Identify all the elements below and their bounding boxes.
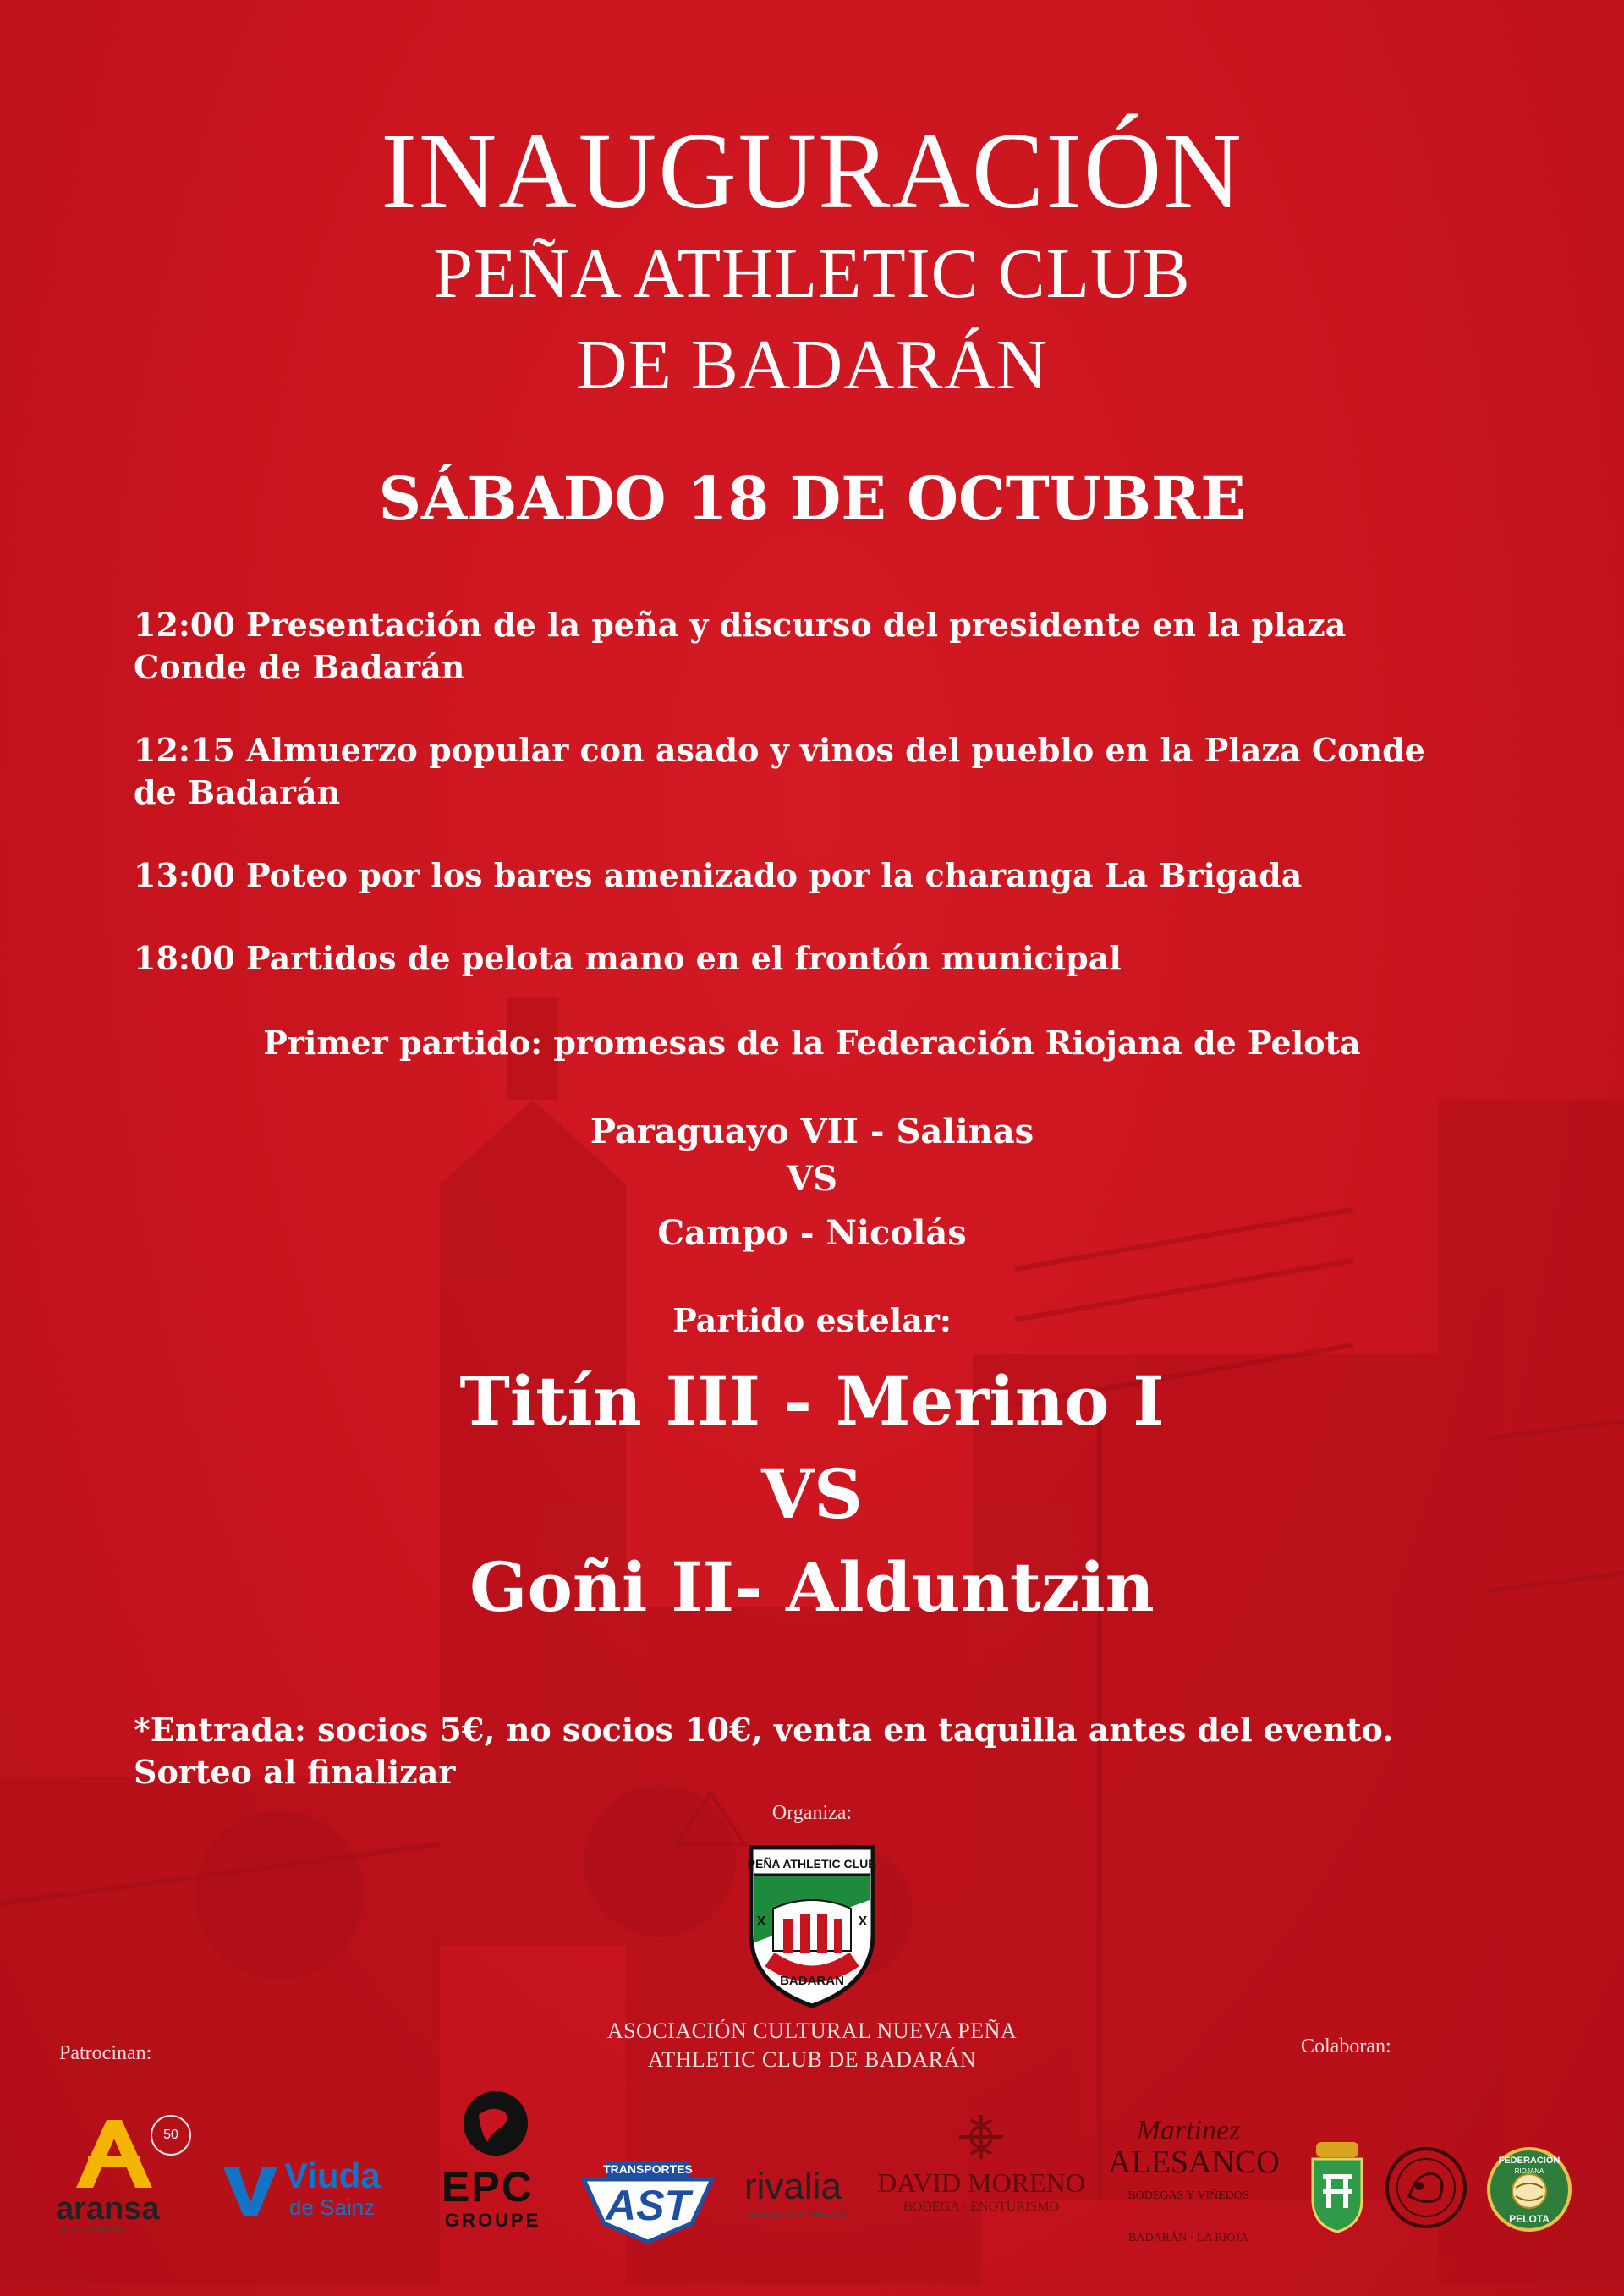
sponsor-logo-rivalia [744,2166,854,2225]
sponsor-logo-martinez-alesanco [1108,2115,1280,2259]
first-match-team1: Paraguayo VII - Salinas [590,1112,1034,1151]
first-match-heading: Primer partido: promesas de la Federación Riojana de Pelota [263,1024,1361,1062]
title-location: DE BADARÁN [575,326,1049,404]
star-match-heading: Partido estelar: [672,1301,952,1339]
collaborator-federacion-riojana-pelota [1485,2145,1573,2233]
badge-bottom-text: BADARAN [780,1974,844,1988]
sponsors-label: Patrocinan: [59,2042,152,2064]
ast-top-text: TRANSPORTES [603,2162,693,2176]
sponsor-logo-transportes-ast [580,2159,716,2244]
schedule-text: 18:00 Partidos de pelota mano en el frontón municipal [134,939,1122,977]
event-date: SÁBADO 18 DE OCTUBRE [378,464,1246,534]
sponsor-logo-viuda-de-sainz [222,2156,408,2223]
collaborator-badajoz-coat-of-arms-icon [1308,2140,1367,2233]
alesanco-sub: BODEGAS Y VIÑEDOS [1127,2189,1249,2202]
rivalia-sub: BODEGAS Y VIÑEDOS [749,2210,848,2220]
badge-x-right: X [858,1914,868,1929]
schedule-text: 13:00 Poteo por los bares amenizado por la charanga La Brigada [134,856,1303,894]
aransa-name: aransa [56,2191,160,2227]
aransa-mark-icon [68,2115,161,2191]
schedule-text: 12:15 Almuerzo popular con asado y vinos del pueblo en la Plaza Conde [134,731,1425,769]
collaborator-local-society-emblem-icon [1384,2145,1468,2230]
star-match-team2: Goñi II- Alduntzin [469,1547,1155,1627]
schedule-item-1200 [134,604,1346,689]
title-club-name: PEÑA ATHLETIC CLUB [433,234,1191,313]
aransa-anniversary-badge: 50 [151,2115,191,2156]
schedule-item-1215 [134,729,1425,814]
collaborators-label: Colaboran: [1301,2035,1391,2057]
star-match-team1: Titín III - Merino I [459,1361,1165,1441]
alesanco-place: BADARÁN · LA RIOJA [1128,2232,1248,2244]
badge-top-text: PEÑA ATHLETIC CLUB [747,1857,877,1870]
david-moreno-sub: BODEGA · ENOTURISMO [903,2200,1059,2214]
schedule-text: de Badarán [134,773,341,811]
alesanco-name: ALESANCO [1108,2145,1280,2180]
federacion-mid-text: RIOJANA [1514,2167,1544,2175]
badge-x-left: X [756,1914,766,1929]
david-moreno-cross-icon [956,2112,1007,2162]
viuda-line2: de Sainz [289,2194,376,2220]
club-badge-logo [744,1841,880,2010]
epc-line1: EPC [442,2163,534,2211]
viuda-line1: Viuda [284,2156,381,2195]
title-inauguracion: INAUGURACIÓN [381,111,1243,231]
viuda-mark-icon [222,2161,281,2220]
schedule-text: 12:00 Presentación de la peña y discurso del presidente en la plaza [134,606,1347,644]
association-name-line2: ATHLETIC CLUB DE BADARÁN [647,2047,977,2072]
entry-price-text: *Entrada: socios 5€, no socios 10€, venta en taquilla antes del evento. [134,1711,1394,1749]
schedule-item-1800 [134,937,1122,980]
epc-globe-icon [462,2090,529,2157]
organizer-label: Organiza: [771,1802,853,1824]
federacion-bottom-text: PELOTA [1509,2213,1550,2225]
epc-line2: GROUPE [445,2210,541,2231]
aransa-tag: GRUPO EMPRESARIAL [59,2227,125,2233]
sponsor-logo-aransa [51,2115,195,2233]
entry-info [134,1709,1393,1793]
ast-name: AST [606,2182,690,2229]
association-name-line1: ASOCIACIÓN CULTURAL NUEVA PEÑA [606,2019,1018,2043]
sponsor-logo-epc-groupe [440,2090,550,2233]
star-match-vs: VS [761,1454,863,1534]
federacion-top-text: FEDERACIÓN [1498,2156,1561,2166]
alesanco-script: Martinez [1136,2115,1241,2146]
schedule-item-1300 [134,854,1302,897]
sponsor-logo-david-moreno [871,2112,1091,2222]
raffle-text: Sorteo al finalizar [134,1753,456,1791]
david-moreno-name: DAVID MORENO [877,2167,1085,2198]
schedule-text: Conde de Badarán [134,648,465,686]
first-match-team2: Campo - Nicolás [657,1213,967,1253]
first-match-vs: VS [787,1159,837,1199]
rivalia-name: rivalia [744,2166,842,2207]
